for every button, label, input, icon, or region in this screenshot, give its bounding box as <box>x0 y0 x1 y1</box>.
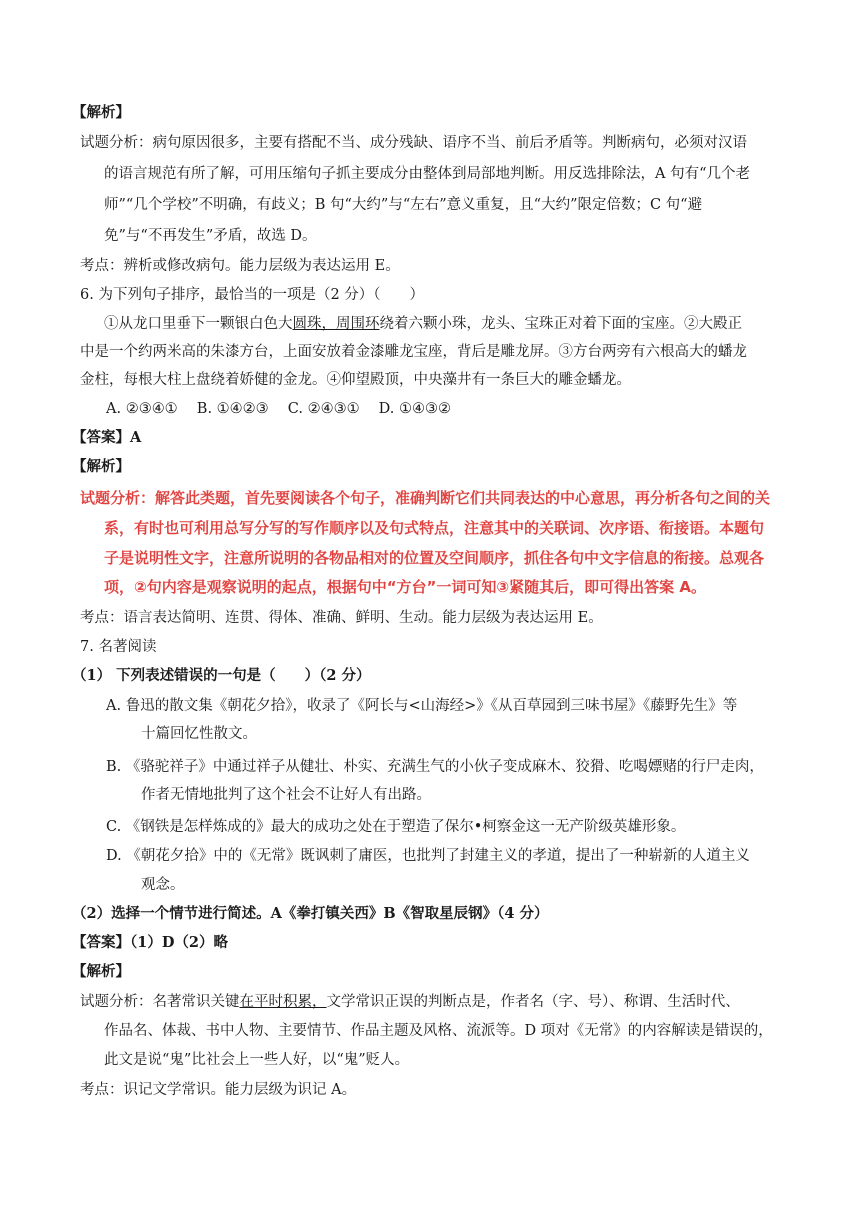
q7-option-d-line-2: 观念。 <box>141 877 185 893</box>
q6-analysis-line-3: 子是说明性文字，注意所说明的各物品相对的位置及空间顺序，抓住各句中文字信息的衔接。总观各 <box>104 549 765 567</box>
q7-title: 7. 名著阅读 <box>80 639 157 655</box>
q7-analysis-line-2: 作品名、体裁、书中人物、主要情节、作品主题及风格、流派等。D 项对《无常》的内容解读是错误的， <box>104 1023 773 1039</box>
q6-options: A. ②③④① B. ①④②③ C. ②④③① D. ①④③② <box>106 401 451 417</box>
q6-kaodian: 考点：语言表达简明、连贯、得体、准确、鲜明、生动。能力层级为表达运用 E。 <box>80 610 603 626</box>
q6-analysis-line-1: 试题分析：解答此类题，首先要阅读各个句子，准确判断它们共同表达的中心意思，再分析各句之间的关 <box>80 489 771 507</box>
q6-analysis-header: 【解析】 <box>72 458 130 475</box>
q5-analysis-header: 【解析】 <box>72 104 130 121</box>
q7-analysis-line-3: 此文是说“鬼”比社会上一些人好，以“鬼”贬人。 <box>104 1052 410 1068</box>
q7-analysis-line-1: 试题分析：名著常识关键在平时积累，文学常识正误的判断点是，作者名（字、号）、称谓、生活时代、 <box>80 994 740 1010</box>
q6-title: 6. 为下列句子排序，最恰当的一项是（2 分）（ ） <box>80 287 425 303</box>
q7-option-c: C. 《钢铁是怎样炼成的》最大的成功之处在于塑造了保尔•柯察金这一无产阶级英雄形象。 <box>106 819 686 835</box>
q7-sub1: （1） 下列表述错误的一句是（ ）（2 分） <box>72 667 371 684</box>
q7-option-d-line-1: D. 《朝花夕拾》中的《无常》既讽刺了庸医，也批判了封建主义的孝道，提出了一种崭新的人道主义 <box>106 848 750 864</box>
q7-sub2: （2）选择一个情节进行简述。A《拳打镇关西》B《智取星辰钢》（4 分） <box>72 905 549 922</box>
q7-option-a-line-2: 十篇回忆性散文。 <box>141 726 257 742</box>
q7-kaodian: 考点：识记文学常识。能力层级为识记 A。 <box>80 1082 357 1098</box>
q5-analysis-line-2: 的语言规范有所了解，可用压缩句子抓主要成分由整体到局部地判断。用反选排除法，A 句有“几个老 <box>104 166 750 182</box>
q6-answer: 【答案】A <box>72 429 142 446</box>
q6-analysis-line-4: 项，②句内容是观察说明的起点，根据句中“方台”一词可知③紧随其后，即可得出答案 A。 <box>104 578 706 596</box>
q7-option-b-line-1: B. 《骆驼祥子》中通过祥子从健壮、朴实、充满生气的小伙子变成麻木、狡猾、吃喝嫖赌的行尸走肉， <box>106 759 764 775</box>
q6-passage-line-2: 中是一个约两米高的朱漆方台，上面安放着金漆雕龙宝座，背后是雕龙屏。③方台两旁有六根高大的蟠龙 <box>80 344 747 360</box>
q7-answer: 【答案】（1）D（2）略 <box>72 934 229 951</box>
underlined-text: 在平时积累， <box>239 994 327 1010</box>
q5-analysis-line-3: 师”“几个学校”不明确，有歧义；B 句“大约”与“左右”意义重复，且“大约”限定倍数；C 句“避 <box>104 197 703 213</box>
q6-passage-line-1: ①从龙口里垂下一颗银白色大圆珠，周围环绕着六颗小珠，龙头、宝珠正对着下面的宝座。②大殿正 <box>104 316 742 332</box>
q5-kaodian: 考点：辨析或修改病句。能力层级为表达运用 E。 <box>80 258 400 274</box>
q7-option-a-line-1: A. 鲁迅的散文集《朝花夕拾》，收录了《阿长与<山海经>》《从百草园到三味书屋》《藤野先生》等 <box>106 698 738 714</box>
q6-passage-line-3: 金柱，每根大柱上盘绕着娇健的金龙。④仰望殿顶，中央藻井有一条巨大的雕金蟠龙。 <box>80 372 631 388</box>
q7-analysis-header: 【解析】 <box>72 963 130 980</box>
underlined-text: 圆珠，周围环 <box>292 316 380 332</box>
q5-analysis-line-4: 免”与“不再发生”矛盾，故选 D。 <box>104 228 317 244</box>
q7-option-b-line-2: 作者无情地批判了这个社会不让好人有出路。 <box>141 787 431 803</box>
q5-analysis-line-1: 试题分析：病句原因很多，主要有搭配不当、成分残缺、语序不当、前后矛盾等。判断病句，必须对汉语 <box>80 135 747 151</box>
q6-analysis-line-2: 系，有时也可利用总写分写的写作顺序以及句式特点，注意其中的关联词、次序语、衔接语。本题句 <box>104 519 765 537</box>
